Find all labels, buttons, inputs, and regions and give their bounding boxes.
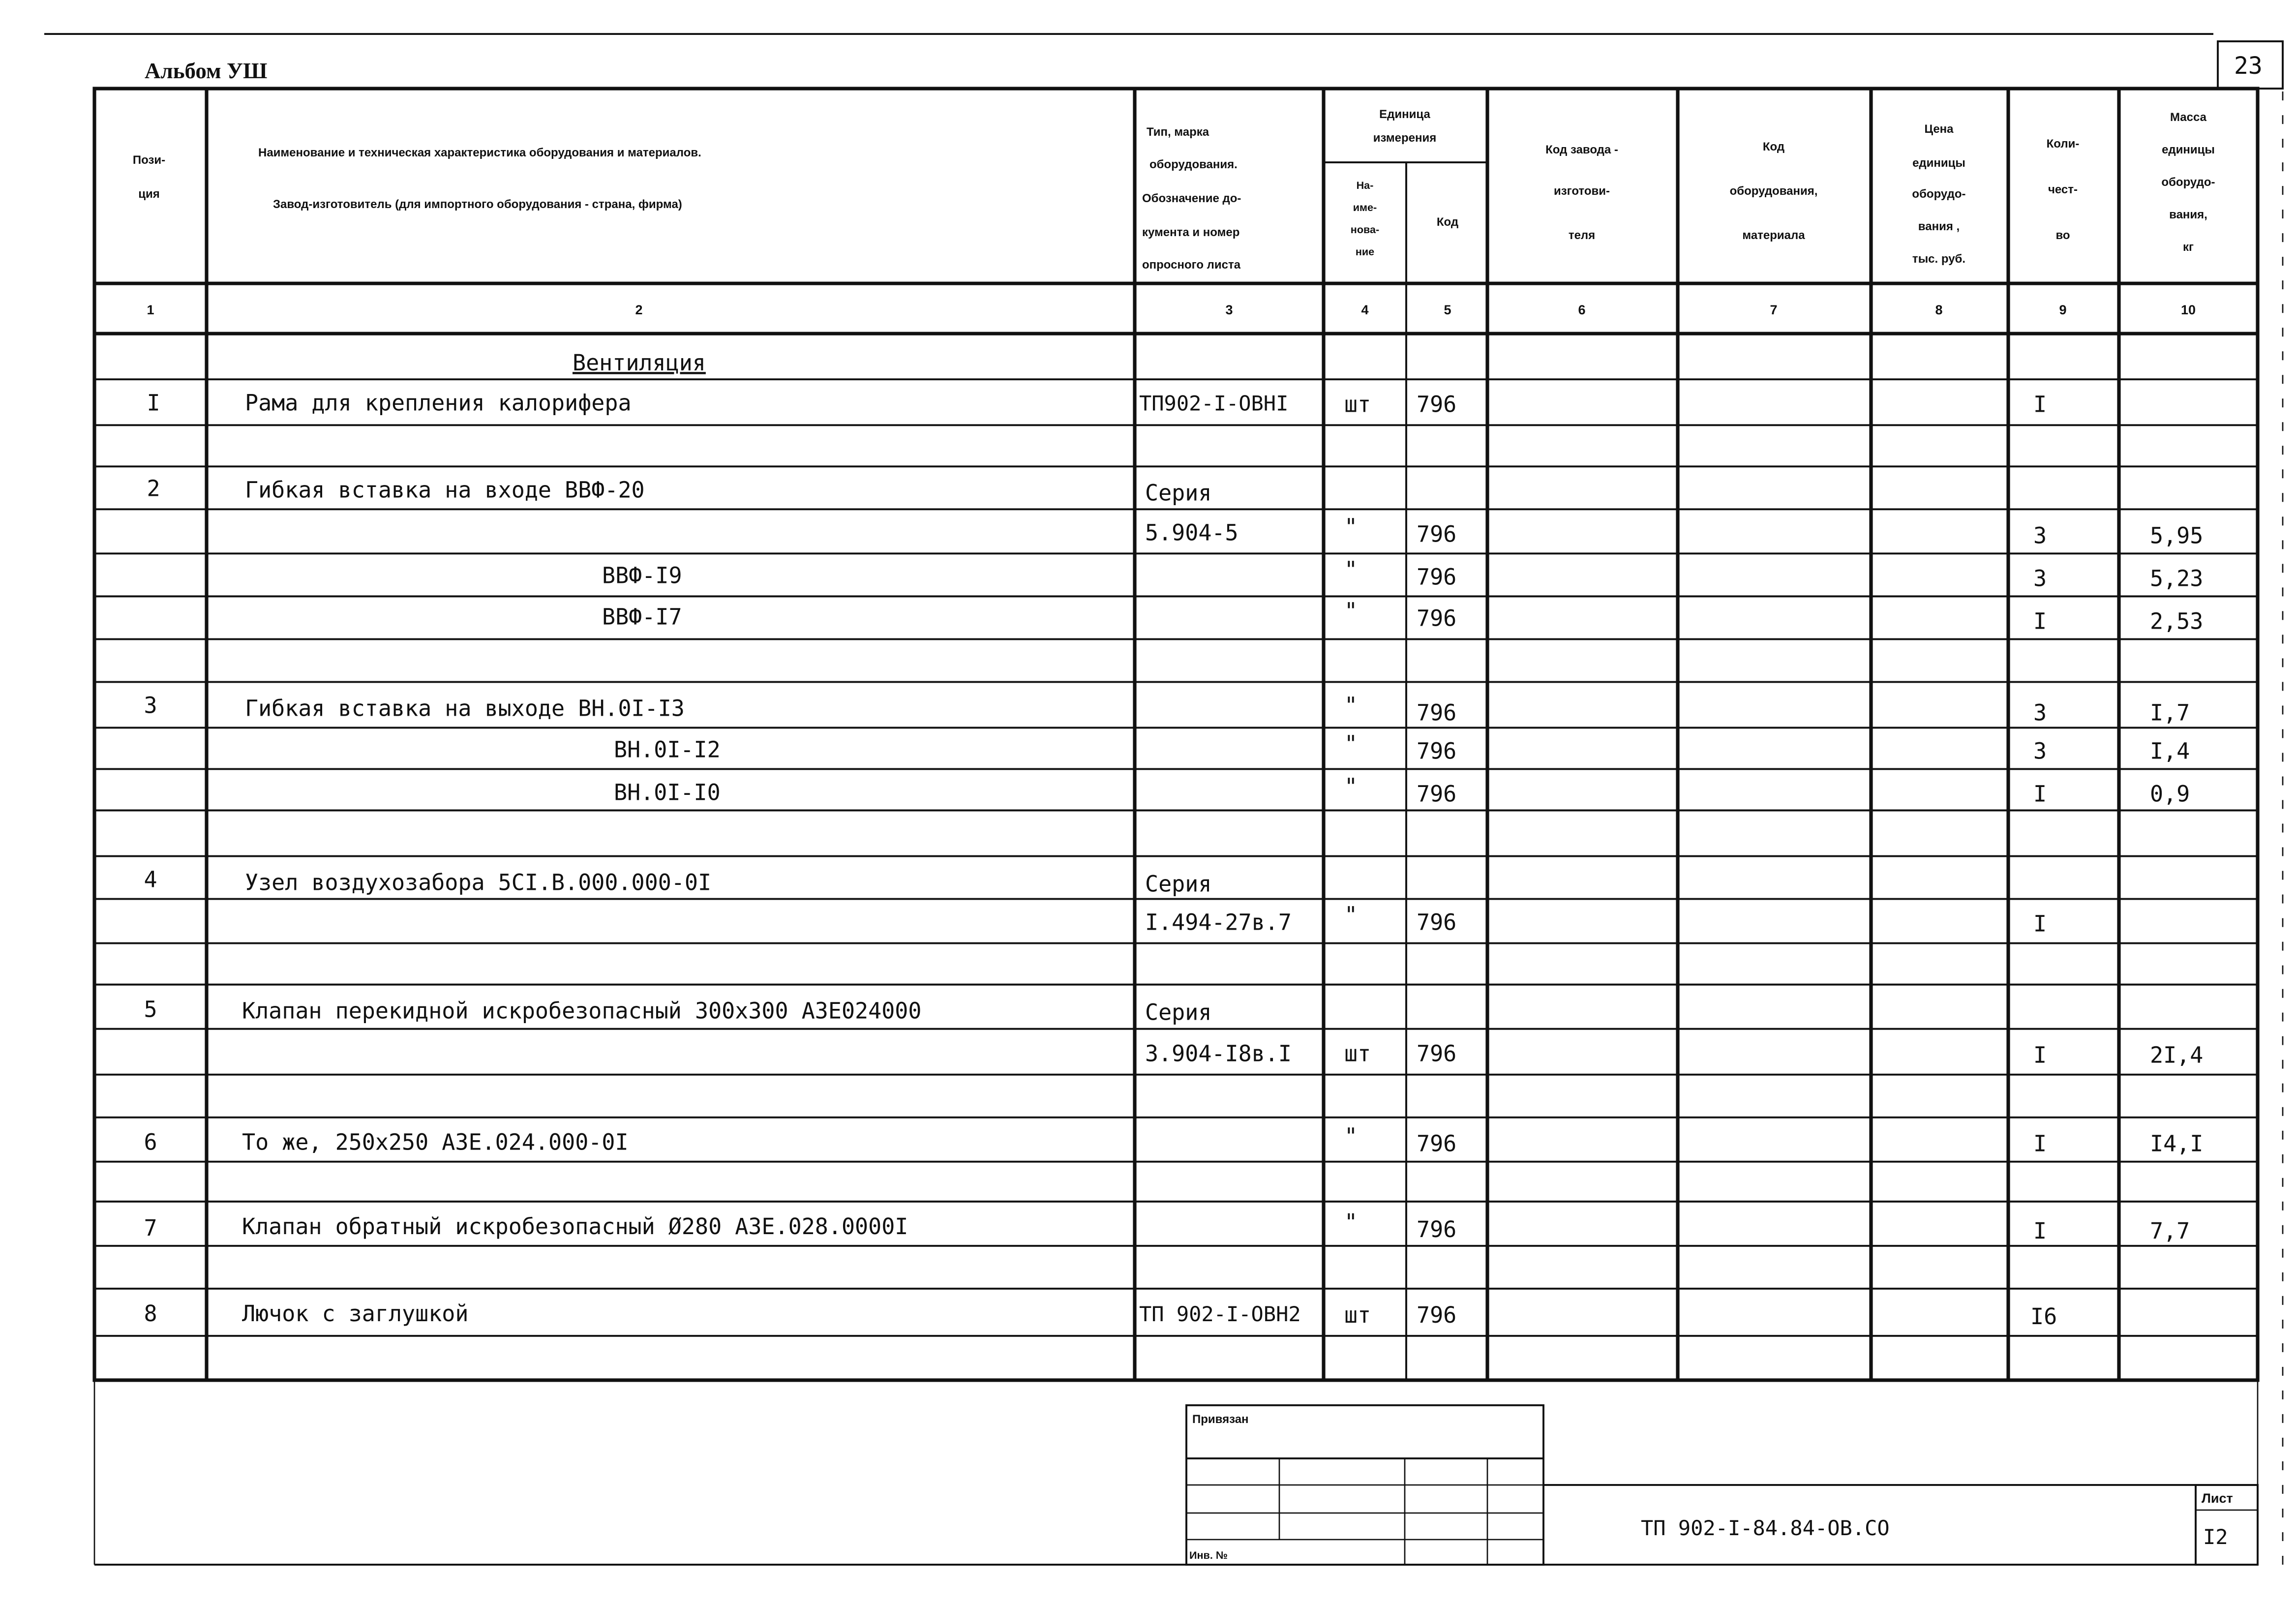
table-row [614,773,2190,807]
cell-code: 796 [1417,1040,1457,1067]
cell-quantity: 3 [2033,522,2047,549]
header-unit-name-2: име- [1353,201,1377,214]
cell-name: Клапан обратный искробезопасный Ø280 АЗЕ.028.0000I [242,1213,908,1240]
header-price-1: Цена [1924,122,1954,136]
header-unit-group-1: Единица [1379,108,1430,121]
cell-code: 796 [1417,909,1457,936]
table-row [602,556,2203,591]
header-position-2: ция [138,187,160,201]
cell-unit: " [1344,773,1358,800]
inventory-number-label: Инв. № [1189,1548,1228,1561]
cell-type: I.494-27в.7 [1145,909,1292,936]
cell-code: 796 [1417,605,1457,632]
column-number: 8 [1935,303,1943,318]
cell-unit: шт [1344,1040,1371,1067]
cell-unit: " [1344,556,1358,583]
cell-unit: " [1344,730,1358,757]
cell-name: ВН.0I-I0 [613,779,721,806]
header-mass-3: оборудо- [2161,176,2215,189]
table-row [602,598,2203,634]
header-quantity-3: во [2055,229,2070,242]
cell-quantity: 3 [2033,738,2047,764]
cell-position: I [147,390,160,416]
table-row [144,1209,2190,1244]
cell-type: ТП902-I-ОВНI [1139,391,1289,416]
header-unit-group-2: измерения [1373,131,1437,145]
header-quantity-1: Коли- [2046,137,2080,151]
column-number: 9 [2059,303,2067,318]
header-unit-name-1: На- [1356,179,1374,192]
table-row [144,692,2190,726]
cell-quantity: I [2033,608,2047,635]
cell-name: ВВФ-I7 [602,604,682,630]
cell-type: Серия [1145,480,1212,506]
table-row [147,390,2047,417]
table-row [147,475,1211,506]
column-number: 7 [1770,303,1778,318]
header-position-1: Пози- [132,153,166,167]
cell-mass: 2,53 [2150,608,2204,635]
cell-code: 796 [1417,1216,1457,1242]
header-mass-2: единицы [2162,143,2215,157]
cell-mass: 5,23 [2150,565,2204,592]
cell-unit: шт [1344,1302,1371,1328]
header-type-1: Тип, марка [1147,125,1209,139]
header-factory-code-2: изготови- [1553,184,1610,198]
title-block [1186,1405,2258,1565]
column-number-row [147,303,2196,317]
header-price-2: единицы [1912,156,1965,170]
header-mass-5: кг [2182,241,2194,254]
header-factory-code-3: теля [1568,229,1596,242]
cell-type: Серия [1145,871,1212,897]
header-price-5: тыс. руб. [1912,252,1966,266]
cell-unit: шт [1344,391,1371,418]
column-number: 2 [635,303,643,318]
column-number: 1 [147,303,154,318]
cell-code: 796 [1417,521,1457,547]
album-title: Альбом УШ [145,59,268,84]
cell-quantity: I [2033,1130,2047,1157]
cell-unit: " [1344,1209,1358,1235]
cell-unit: " [1344,902,1358,928]
cell-unit: " [1344,514,1358,540]
cell-mass: 2I,4 [2150,1042,2204,1068]
cell-code: 796 [1417,699,1457,726]
header-equipment-code-3: материала [1742,229,1805,242]
table-row [144,867,1211,897]
cell-quantity: I [2033,1042,2047,1068]
cell-name: Клапан перекидной искробезопасный 300х300 АЗЕ024000 [242,998,922,1024]
cell-name: ВВФ-I9 [602,562,682,589]
cell-type: 5.904-5 [1145,519,1239,546]
cell-mass: 0,9 [2150,781,2190,807]
cell-quantity: I6 [2030,1303,2057,1330]
header-name-line2: Завод-изготовитель (для импортного оборудования - страна, фирма) [272,198,682,212]
column-number: 3 [1225,303,1233,318]
header-equipment-code-2: оборудования, [1729,184,1818,198]
cell-quantity: 3 [2033,565,2047,592]
table-row [614,730,2190,764]
header-quantity-2: чест- [2048,183,2078,197]
table-row [144,997,1211,1026]
header-unit-name-3: нова- [1350,223,1380,236]
cell-mass: 7,7 [2150,1217,2190,1244]
cell-position: 4 [144,866,157,893]
header-factory-code-1: Код завода - [1545,143,1618,157]
page-number: 23 [2234,52,2263,80]
cell-quantity: 3 [2033,699,2047,726]
cell-code: 796 [1417,1302,1457,1328]
header-type-4: кумента и номер [1142,226,1240,240]
column-number: 6 [1578,303,1586,318]
sheet-label: Лист [2202,1490,2233,1506]
header-price-3: оборудо- [1912,187,1966,201]
cell-position: 5 [144,996,157,1023]
cell-position: 7 [144,1214,157,1241]
cell-code: 796 [1417,1130,1457,1157]
table-row [144,1301,2057,1330]
header-unit-name-4: ние [1355,245,1375,258]
cell-unit: " [1344,598,1358,624]
sheet-number: I2 [2203,1524,2228,1549]
cell-code: 796 [1417,781,1457,807]
header-price-4: вания , [1918,220,1960,234]
cell-name: Рама для крепления калорифера [245,390,632,416]
cell-mass: I4,I [2150,1130,2204,1157]
cell-type: Серия [1145,999,1212,1026]
header-type-3: Обозначение до- [1142,192,1241,206]
cell-name: Гибкая вставка на входе ВВФ-20 [245,477,645,503]
cell-name: Узел воздухозабора 5CI.В.000.000-0I [245,869,712,896]
column-number: 5 [1444,303,1451,318]
cell-quantity: I [2033,391,2047,418]
cell-type: 3.904-I8в.I [1145,1040,1292,1067]
binding-label: Привязан [1192,1412,1249,1426]
cell-name: Гибкая вставка на выходе ВН.0I-I3 [245,695,685,722]
header-type-5: опросного листа [1142,258,1241,272]
cell-mass: I,4 [2150,738,2190,764]
header-equipment-code-1: Код [1762,140,1785,154]
cell-quantity: I [2033,781,2047,807]
column-number: 4 [1361,303,1369,318]
header-mass-1: Масса [2170,111,2206,124]
section-title: Вентиляция [573,350,706,376]
cell-position: 8 [144,1300,157,1327]
table-row [1145,902,2047,937]
cell-type: ТП 902-I-ОВН2 [1139,1302,1301,1326]
document-code: ТП 902-I-84.84-ОВ.СО [1641,1515,1890,1540]
cell-code: 796 [1417,391,1457,418]
cell-name: ВН.0I-I2 [613,736,721,763]
cell-position: 6 [144,1129,157,1155]
table-row [1145,514,2203,548]
table-row [144,1123,2203,1157]
cell-code: 796 [1417,738,1457,764]
cell-name: То же, 250х250 АЗЕ.024.000-0I [242,1129,629,1155]
header-mass-4: вания, [2169,208,2207,222]
table-row [1145,1041,2203,1068]
cell-position: 2 [147,475,160,502]
cell-code: 796 [1417,564,1457,590]
header-type-2: оборудования. [1149,158,1238,172]
cell-unit: " [1344,1123,1358,1150]
cell-name: Лючок с заглушкой [242,1300,469,1327]
cell-position: 3 [144,692,157,719]
cell-mass: I,7 [2150,699,2190,726]
cell-quantity: I [2033,1217,2047,1244]
cell-mass: 5,95 [2150,522,2204,549]
column-headers [133,108,2215,272]
cell-unit: " [1344,692,1358,719]
column-number: 10 [2180,303,2196,318]
header-unit-code: Код [1436,215,1459,229]
cell-quantity: I [2033,910,2047,937]
header-name-line1: Наименование и техническая характеристика оборудования и материалов. [258,146,701,160]
